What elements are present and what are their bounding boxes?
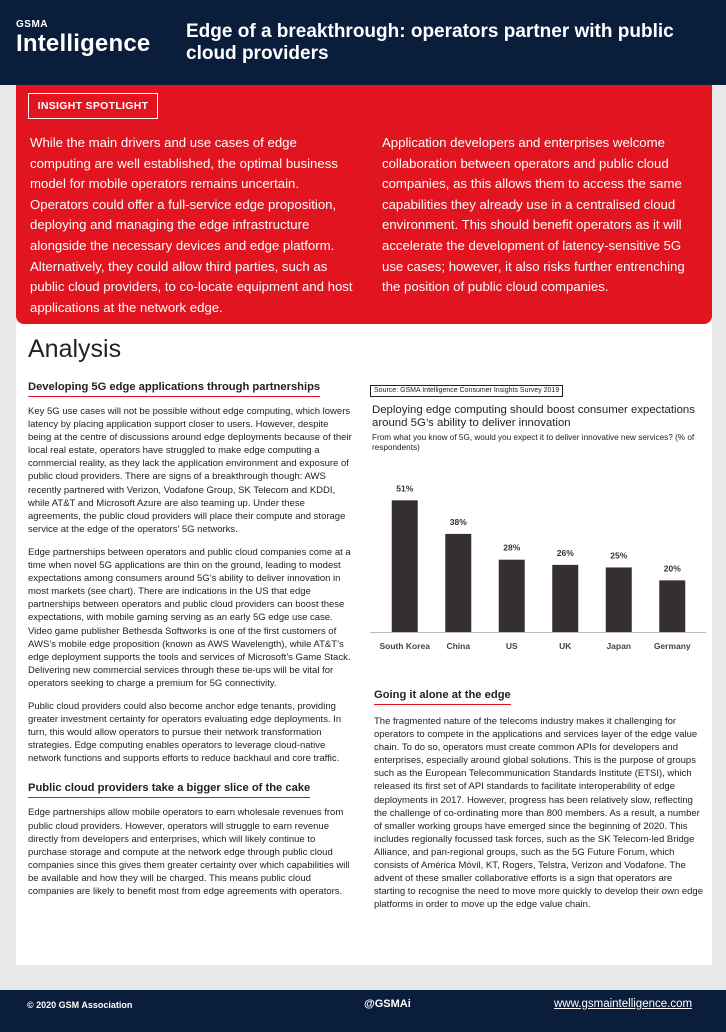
- footer-bar: [0, 990, 726, 1032]
- header-bar: [0, 0, 726, 85]
- page-title: Edge of a breakthrough: operators partner with public cloud providers: [186, 21, 674, 64]
- left-column: [28, 377, 352, 898]
- spotlight-left-text: While the main drivers and use cases of edge computing are well established, the optimal business model for mobile operators remains uncertain. Operators could offer a full-service edge proposition, deploying and managing the edge infrastructure alongside the necessary devices and edge platform. Alternatively, they could allow third parties, such as public cloud providers, to co-locate equipment and host applications at the network edge.: [30, 135, 353, 315]
- footer-copyright: © 2020 GSM Association: [27, 1000, 133, 1010]
- bar-japan: [606, 567, 632, 632]
- right-column: [374, 685, 704, 911]
- gsma-intelligence-logo: [16, 20, 150, 58]
- bar-germany: [659, 580, 685, 632]
- footer-twitter-handle[interactable]: @GSMAi: [364, 998, 411, 1010]
- bar-value-label: 51%: [396, 483, 414, 494]
- category-label: Japan: [606, 641, 632, 651]
- chart-title: Deploying edge computing should boost consumer expectations around 5G’s ability to deliver innovation: [372, 404, 695, 429]
- spotlight-right-text: Application developers and enterprises welcome collaboration between operators and public cloud companies, as this allows them to access the same capabilities they already use in a centralised cloud environment. This should benefit operators as it will accelerate the development of latency-sensitive 5G use cases; however, it also risks further entrenching the position of public cloud companies.: [382, 135, 685, 295]
- analysis-heading: Analysis: [28, 335, 122, 363]
- paragraph: Edge partnerships allow mobile operators to earn wholesale revenues from public cloud providers. However, operators will struggle to earn revenue directly from developers and enterprises, which will likely continue to purchase storage and compute at the network edge through public cloud companies since this gives them greater certainty over which capabilities will be available and how they will be charged. This means public cloud companies are likely to benefit most from edge agreements with operators.: [28, 807, 350, 897]
- bar-uk: [552, 565, 578, 632]
- bar-chart: [370, 460, 706, 660]
- category-label: UK: [559, 641, 572, 651]
- paragraph: Public cloud providers could also become anchor edge tenants, providing greater investment certainty for operators evaluating edge deployments. In turn, this would allow operators to pursue their network transformation strategies. Edge computing enables operators to leverage cloud-native network functions and supports efforts to reduce backhaul and core traffic.: [28, 700, 342, 765]
- chart-source: Source: GSMA Intelligence Consumer Insights Survey 2019: [370, 385, 563, 397]
- insight-spotlight-badge: INSIGHT SPOTLIGHT: [28, 93, 158, 119]
- footer-website-link[interactable]: www.gsmaintelligence.com: [554, 998, 693, 1010]
- bar-us: [499, 560, 525, 632]
- bar-south-korea: [392, 500, 418, 632]
- bar-value-label: 38%: [449, 516, 467, 527]
- bar-value-label: 26%: [556, 547, 574, 558]
- category-label: US: [505, 641, 518, 651]
- section-heading-partnerships: Developing 5G edge applications through partnerships: [28, 381, 320, 397]
- category-label: Germany: [653, 641, 691, 651]
- bar-value-label: 25%: [610, 550, 628, 561]
- logo-gsma-text: GSMA: [16, 19, 48, 30]
- category-label: China: [446, 641, 471, 651]
- section-heading-bigger-slice: Public cloud providers take a bigger slice of the cake: [28, 782, 310, 798]
- bar-value-label: 28%: [503, 542, 521, 553]
- bar-china: [445, 534, 471, 632]
- category-label: South Korea: [379, 641, 431, 651]
- paragraph: Edge partnerships between operators and public cloud companies come at a time when novel 5G applications are thin on the ground, leading to modest expectations among consumers around 5G’s ability to deliver innovation in most markets (see chart). There are indications in the US that edge partnerships between operators and public cloud providers can boost these expectations, with mobile gaming serving as an early 5G edge use case. Video game publisher Bethesda Softworks is one of the first customers of AWS’s mobile edge proposition (known as AWS Wavelength), while AT&T’s edge deployment supports the tools and services of Microsoft’s Game Stack. Delivering new commercial services through these tie-ups will be vital for operators seeking to charge a premium for 5G connectivity.: [28, 546, 351, 689]
- bar-value-label: 20%: [663, 563, 681, 574]
- paragraph: The fragmented nature of the telecoms industry makes it challenging for operators to compete in the applications and services layer of the edge value chain. To do so, operators must create common APIs for developers and enterprises, especially around global solutions. This is the purpose of groups such as the European Telecommunication Standards Institute (ETSI), which released its first set of API standards to facilitate interoperability of edge deployments in 2017. However, progress has been relatively slow, reflecting the challenge of co-ordinating more than 800 members. As a result, a number of smaller working groups have emerged since the beginning of 2020. This includes regionally focussed task forces, such as the SK Telecom-led Bridge Alliance, and pan-regional groups, such as the 5G Future Forum, which consists of América Móvil, KT, Rogers, Telstra, Verizon and Vodafone. The advent of these smaller collaborative efforts is a sign that operators are starting to recognise the need to move more quickly to develop their own edge platforms in order to move up the edge value chain.: [374, 716, 703, 911]
- logo-intelligence-text: Intelligence: [16, 30, 151, 57]
- section-heading-going-alone: Going it alone at the edge: [374, 689, 511, 705]
- paragraph: Key 5G use cases will not be possible without edge computing, which lowers latency by placing application support closer to users. However, despite being at the centre of discussions around edge deployments because of their local real estate, operators have struggled to make edge computing a commercial reality, as they lack the application environment and exposure of public cloud providers. There are signs of a breakthrough though: AWS recently partnered with Verizon, Vodafone Group, SK Telecom and KDDI, while AT&T and Microsoft Azure are also teaming up. Under these agreements, the public cloud providers will place their compute and storage service at the edge of the operators’ 5G networks.: [28, 406, 352, 535]
- chart-subtitle: From what you know of 5G, would you expect it to deliver innovative new services? (% of respondents): [372, 433, 695, 452]
